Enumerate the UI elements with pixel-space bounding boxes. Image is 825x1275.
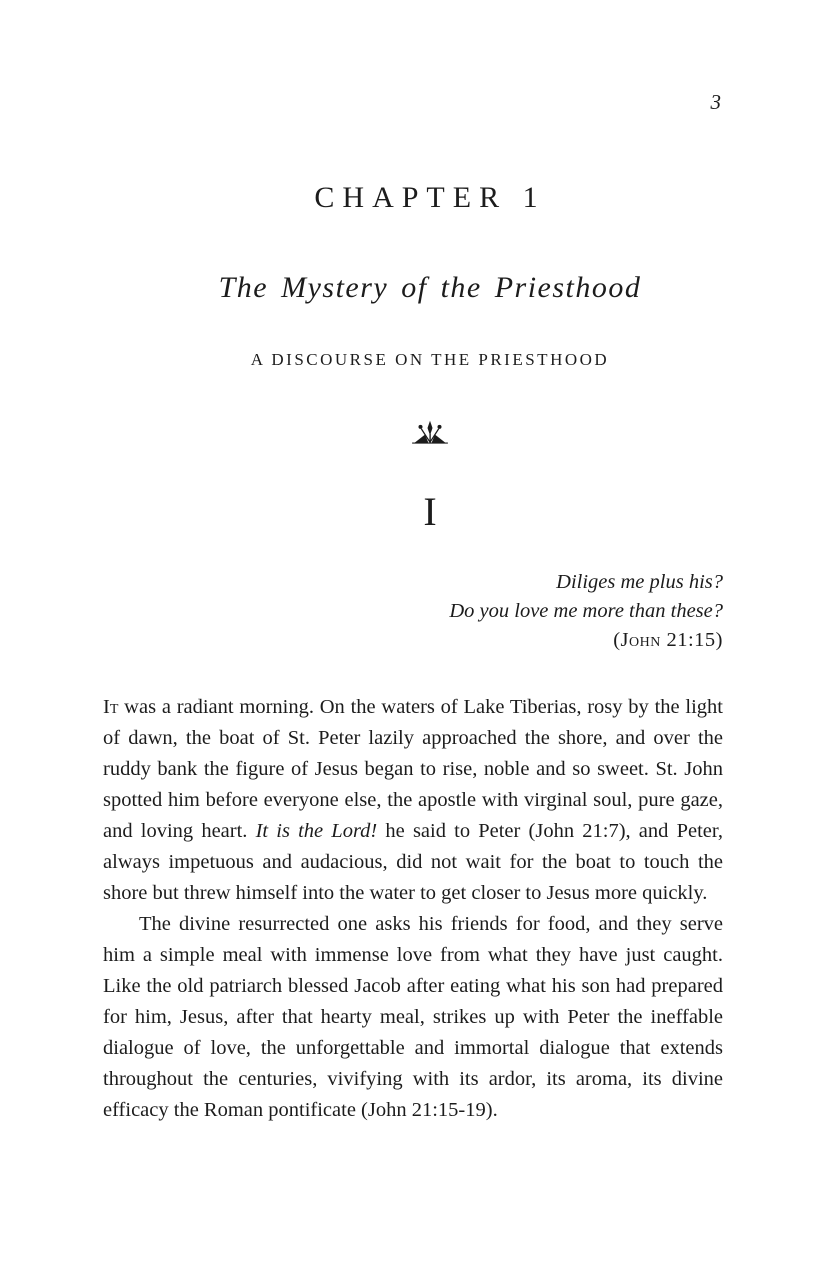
chapter-subtitle: A DISCOURSE ON THE PRIESTHOOD [250,350,610,369]
epigraph-line-latin: Diliges me plus his? [556,571,723,593]
epigraph-citation: (John 21:15) [613,629,723,651]
epigraph-line-translation: Do you love me more than these? [449,600,723,622]
ornament-container [137,420,723,446]
body-text [103,692,723,1126]
chapter-title: The Mystery of the Priesthood [218,271,642,304]
page-number: 3 [710,90,721,114]
fleuron-ornament-icon [411,420,449,446]
epigraph [103,568,723,655]
paragraph: The divine resurrected one asks his friends for food, and they serve him a simple meal with immense love from what they have just caught. Like the old patriarch blessed Jacob after eating what his son had prepared for him, Jesus, after that hearty meal, strikes up with Peter the ineffable dialogue of love, the unforgettable and immortal dialogue that extends throughout the centuries, vivifying with its ardor, its aroma, its divine efficacy the Roman pontificate (John 21:15-19). [103,913,723,1121]
section-numeral: I [423,489,437,534]
paragraph: It was a radiant morning. On the waters of Lake Tiberias, rosy by the light of dawn, the boat of St. Peter lazily approached the shore, and over the ruddy bank the figure of Jesus began to rise, noble and so sweet. St. John spotted him before everyone else, the apostle with virginal soul, pure gaze, and loving heart. It is the Lord! he said to Peter (John 21:7), and Peter, always impetuous and audacious, did not wait for the boat to touch the shore but threw himself into the water to get closer to Jesus more quickly. [103,696,723,904]
chapter-heading: CHAPTER 1 [314,181,546,214]
text-column [103,0,723,1275]
